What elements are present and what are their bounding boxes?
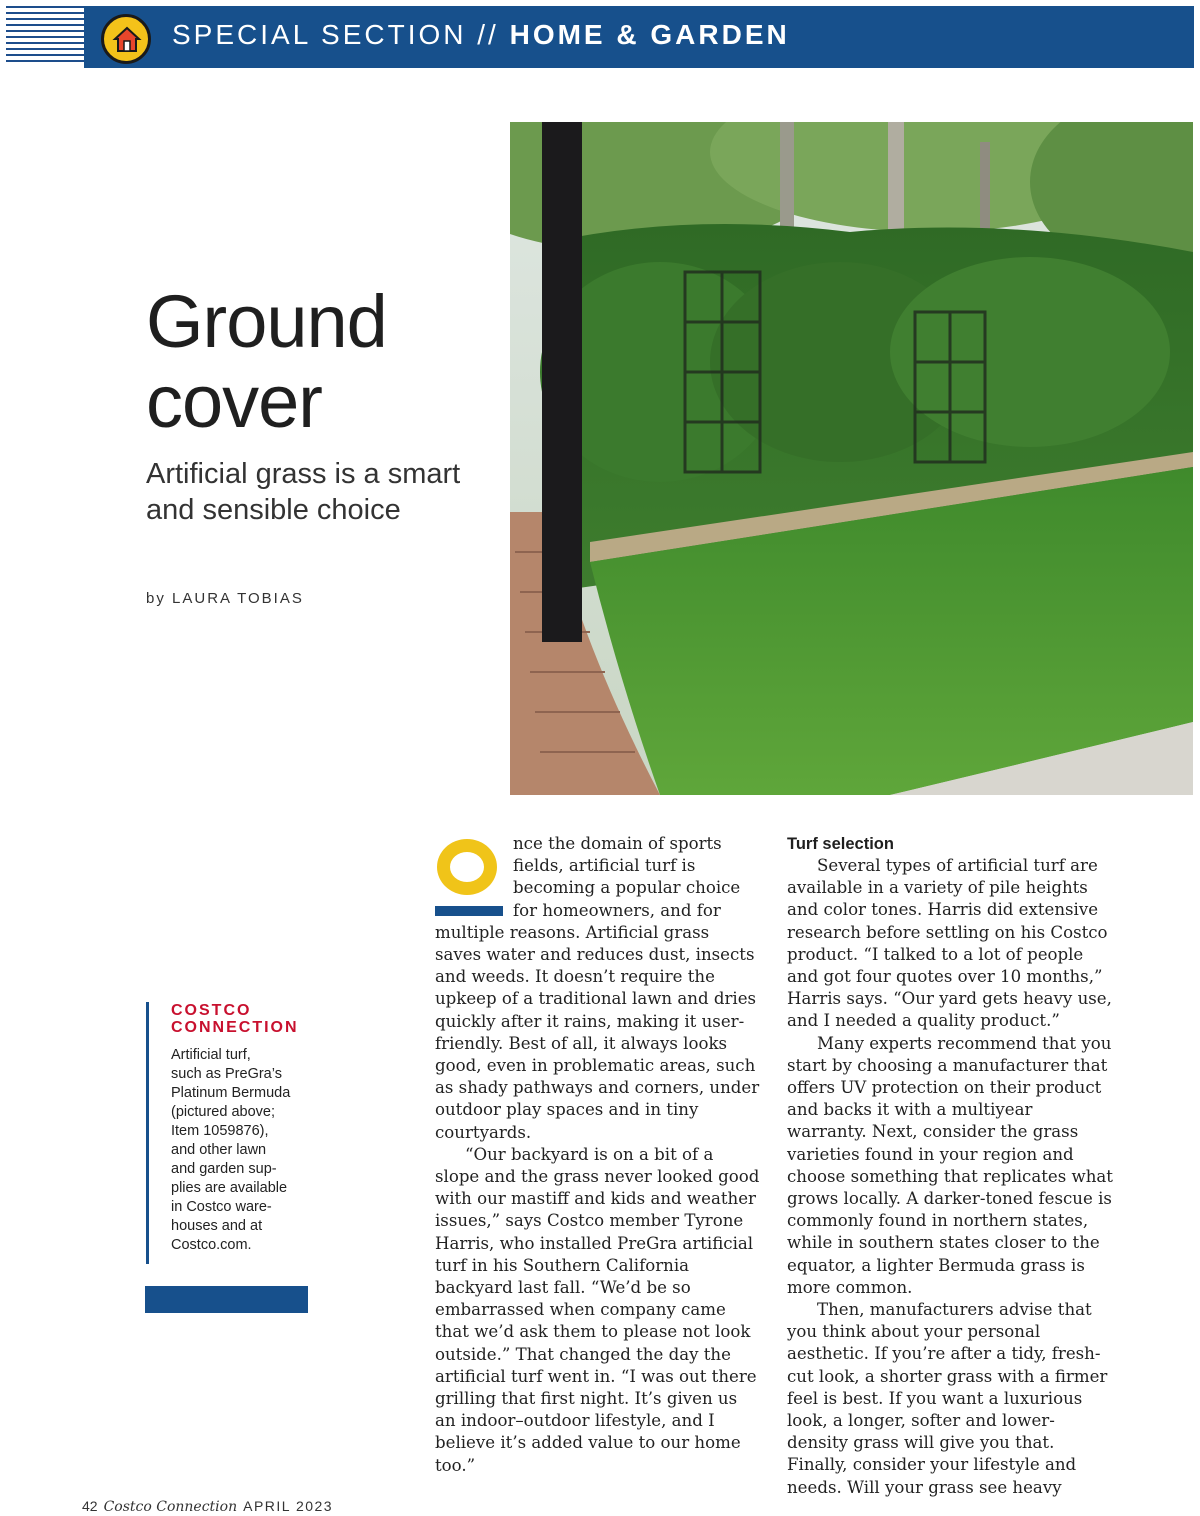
page-footer <box>82 1498 333 1515</box>
costco-connection-sidebar <box>146 1002 316 1264</box>
section-name: HOME & GARDEN <box>509 19 790 50</box>
col1-paragraph-2: “Our backyard is on a bit of a slope and the grass never looked good with our mastiff and kids and weather issues,” says Costco member Tyrone Harris, who installed PreGra artificial turf in his Southern California backyard last fall. “We’d be so embarrassed when company came that we’d ask them to please not look outside.” That changed the day the artificial turf went in. “I was out there grilling that first night. It’s given us an indoor–outdoor lifestyle, and I believe it’s added value to our home too.” <box>435 1144 760 1475</box>
sidebar-accent-bar <box>145 1286 308 1313</box>
article-title: Ground cover <box>146 280 387 443</box>
col2-paragraph-3: Then, manufacturers advise that you think about your personal aesthetic. If you’re after a tidy, fresh-cut look, a shorter grass with a firmer feel is best. If you want a luxurious look, a longer, softer and lower-density grass will give you that. Finally, consider your lifestyle and needs. Will your grass see heavy <box>787 1300 1108 1497</box>
turf-selection-heading: Turf selection <box>787 835 894 853</box>
house-icon <box>101 14 151 64</box>
page-number: 42 <box>82 1498 98 1514</box>
dropcap-bar <box>435 906 503 916</box>
article-column-2 <box>787 833 1114 1499</box>
magazine-name: Costco Connection <box>103 1499 238 1515</box>
header-stripes <box>6 6 84 66</box>
sidebar-heading: COSTCO CONNECTION <box>171 1002 299 1036</box>
col2-paragraph-1: Several types of artificial turf are available in a variety of pile heights and color tones. Harris did extensive research before settling on his Costco product. “I talked to a lot of people and got four quotes over 10 months,” Harris says. “Our yard gets heavy use, and I needed a quality product.” <box>787 856 1112 1031</box>
sidebar-body: Artificial turf, such as PreGra’s Platinum Bermuda (pictured above; Item 1059876), and other lawn and garden sup- plies are available in Costco ware- houses and at Costco.com. <box>171 1047 291 1253</box>
issue-date: APRIL 2023 <box>243 1498 334 1514</box>
article-subtitle: Artificial grass is a smart and sensible choice <box>146 458 461 526</box>
article-byline: by LAURA TOBIAS <box>146 590 304 607</box>
section-label: SPECIAL SECTION // <box>172 19 510 50</box>
col2-paragraph-2: Many experts recommend that you start by choosing a manufacturer that offers UV protection on their product and backs it with a multiyear warranty. Next, consider the grass varieties found in your region and choose something that replicates what grows locally. A darker-toned fescue is commonly found in northern states, while in southern states closer to the equator, a lighter Bermuda grass is more common. <box>787 1033 1113 1297</box>
article-column-1 <box>435 833 760 1477</box>
dropcap-o-icon <box>437 839 497 895</box>
col1-paragraph-1: nce the domain of sports fields, artificial turf is becoming a popular choice for homeowners, and for multiple reasons. Artificial grass saves water and reduces dust, insects and weeds. It doesn’t require the upkeep of a traditional lawn and dries quickly after it rains, making it user-friendly. Best of all, it always looks good, even in problematic areas, such as shady pathways and corners, under outdoor play spaces and in tiny courtyards. <box>435 834 760 1142</box>
dropcap <box>435 833 513 921</box>
section-title <box>172 19 790 51</box>
backyard-turf-photo <box>510 122 1193 795</box>
